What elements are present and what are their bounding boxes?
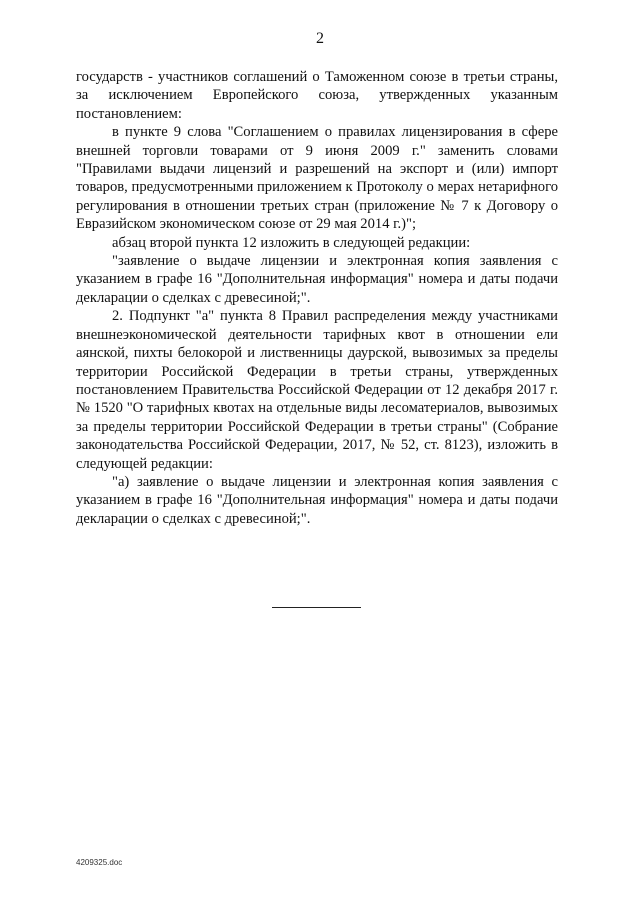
paragraph-point-12-text: "заявление о выдаче лицензии и электронная копия заявления с указанием в графе 16 "Дополнительная информация" номера и даты подачи декларации о сделках с древесиной;". xyxy=(76,253,558,306)
footer-file-name: 4209325.doc xyxy=(76,858,123,867)
paragraph-subitem-a-text: "а) заявление о выдаче лицензии и электронная копия заявления с указанием в графе 16 "Дополнительная информация" номера и даты подачи декларации о сделках с древесиной;". xyxy=(76,473,558,527)
end-divider-line xyxy=(272,607,361,608)
paragraph-item-2: 2. Подпункт "а" пункта 8 Правил распределения между участниками внешнеэкономической деятельности тарифных квот в отношении ели аянской, пихты белокорой и лиственницы даурской, вывозимых за пределы территории Российской Федерации в третьи страны, утвержденных постановлением Правительства Российской Федерации от 12 декабря 2017 г. № 1520 "О тарифных квотах на отдельные виды лесоматериалов, вывозимых за пределы территории Российской Федерации в третьи страны" (Собрание законодательства Российской Федерации, 2017, № 52, ст. 8123), изложить в следующей редакции: xyxy=(76,308,558,472)
paragraph-point-9: в пункте 9 слова "Соглашением о правилах лицензирования в сфере внешней торговли товарами от 9 июня 2009 г." заменить словами "Правилами выдачи лицензий и разрешений на экспорт и (или) импорт товаров, предусмотренными приложением к Протоколу о мерах нетарифного регулирования в отношении третьих стран (приложение № 7 к Договору о Евразийском экономическом союзе от 29 мая 2014 г.)"; xyxy=(76,124,558,233)
document-body xyxy=(76,68,558,528)
paragraph-point-12-intro: абзац второй пункта 12 изложить в следующей редакции: xyxy=(112,234,471,251)
paragraph-continuation: государств - участников соглашений о Таможенном союзе в третьи страны, за исключением Европейского союза, утвержденных указанным постановлением: xyxy=(76,69,558,122)
page-number: 2 xyxy=(316,30,324,47)
